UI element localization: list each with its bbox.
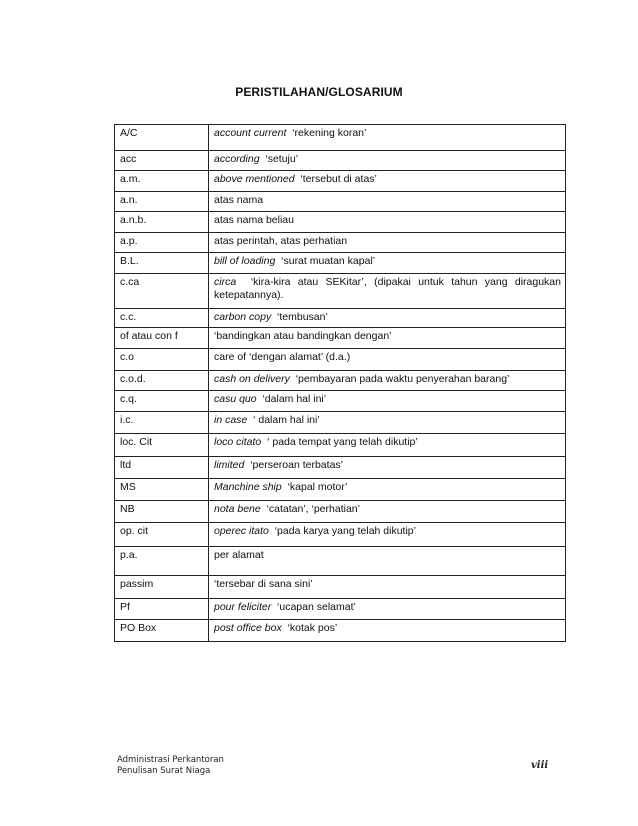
glossary-definition bbox=[209, 599, 566, 620]
page-title: PERISTILAHAN/GLOSARIUM bbox=[235, 85, 403, 99]
glossary-term-foreign: post office box bbox=[214, 622, 282, 634]
glossary-row bbox=[115, 523, 566, 547]
glossary-definition bbox=[209, 309, 566, 328]
glossary-abbreviation: of atau con f bbox=[115, 328, 209, 349]
glossary-abbreviation: a.n. bbox=[115, 192, 209, 212]
glossary-term-foreign: casu quo bbox=[214, 393, 257, 405]
glossary-definition bbox=[209, 620, 566, 642]
glossary-term-foreign: Manchine ship bbox=[214, 481, 282, 493]
glossary-abbreviation: a.m. bbox=[115, 171, 209, 192]
glossary-abbreviation: acc bbox=[115, 151, 209, 171]
glossary-abbreviation: p.a. bbox=[115, 547, 209, 576]
glossary-term-foreign: limited bbox=[214, 459, 245, 471]
glossary-definition bbox=[209, 151, 566, 171]
glossary-row bbox=[115, 253, 566, 274]
glossary-meaning: ‘kira-kira atau SEKitar’, (dipakai untuk tahun yang diragukan ketepatannya). bbox=[214, 276, 561, 301]
glossary-table bbox=[114, 124, 566, 642]
glossary-term-foreign: above mentioned bbox=[214, 173, 295, 185]
glossary-row bbox=[115, 171, 566, 192]
footer-line-1: Administrasi Perkantoran bbox=[117, 755, 224, 765]
glossary-term-foreign: operec itato bbox=[214, 525, 269, 537]
glossary-row bbox=[115, 349, 566, 371]
glossary-abbreviation: loc. Cit bbox=[115, 434, 209, 457]
glossary-definition bbox=[209, 171, 566, 192]
glossary-meaning: ‘ pada tempat yang telah dikutip’ bbox=[267, 436, 418, 448]
glossary-meaning: ‘rekening koran’ bbox=[292, 127, 367, 139]
glossary-abbreviation: ltd bbox=[115, 457, 209, 479]
glossary-abbreviation: a.n.b. bbox=[115, 212, 209, 233]
glossary-definition bbox=[209, 253, 566, 274]
glossary-abbreviation: B.L. bbox=[115, 253, 209, 274]
glossary-row bbox=[115, 599, 566, 620]
glossary-row bbox=[115, 501, 566, 523]
glossary-abbreviation: c.o bbox=[115, 349, 209, 371]
glossary-row bbox=[115, 309, 566, 328]
glossary-body bbox=[115, 125, 566, 642]
glossary-meaning: ‘tembusan’ bbox=[277, 311, 328, 323]
glossary-abbreviation: Pf bbox=[115, 599, 209, 620]
glossary-abbreviation: a.p. bbox=[115, 233, 209, 253]
glossary-definition bbox=[209, 349, 566, 371]
glossary-meaning: ‘bandingkan atau bandingkan dengan’ bbox=[214, 330, 392, 342]
glossary-meaning: ‘surat muatan kapal’ bbox=[281, 255, 376, 267]
glossary-definition bbox=[209, 371, 566, 391]
glossary-abbreviation: A/C bbox=[115, 125, 209, 151]
glossary-definition bbox=[209, 501, 566, 523]
glossary-abbreviation: c.ca bbox=[115, 274, 209, 309]
glossary-row bbox=[115, 151, 566, 171]
glossary-abbreviation: c.o.d. bbox=[115, 371, 209, 391]
footer-source bbox=[117, 755, 224, 777]
glossary-term-foreign: pour feliciter bbox=[214, 601, 272, 613]
glossary-row bbox=[115, 620, 566, 642]
glossary-definition bbox=[209, 523, 566, 547]
glossary-meaning: ‘kapal motor’ bbox=[287, 481, 348, 493]
glossary-definition bbox=[209, 479, 566, 501]
glossary-meaning: ‘pembayaran pada waktu penyerahan barang’ bbox=[295, 373, 510, 385]
glossary-definition bbox=[209, 328, 566, 349]
glossary-row bbox=[115, 371, 566, 391]
glossary-meaning: ‘tersebut di atas’ bbox=[300, 173, 377, 185]
glossary-term-foreign: nota bene bbox=[214, 503, 261, 515]
glossary-row bbox=[115, 412, 566, 434]
glossary-row bbox=[115, 434, 566, 457]
glossary-term-foreign: bill of loading bbox=[214, 255, 276, 267]
glossary-abbreviation: c.q. bbox=[115, 391, 209, 412]
glossary-row bbox=[115, 192, 566, 212]
glossary-row bbox=[115, 479, 566, 501]
glossary-term-foreign: in case bbox=[214, 414, 248, 426]
glossary-row bbox=[115, 576, 566, 599]
glossary-definition bbox=[209, 457, 566, 479]
glossary-definition bbox=[209, 391, 566, 412]
glossary-row bbox=[115, 328, 566, 349]
glossary-row bbox=[115, 391, 566, 412]
glossary-term-foreign: loco citato bbox=[214, 436, 262, 448]
glossary-term-foreign: circa bbox=[214, 276, 237, 288]
footer-line-2: Penulisan Surat Niaga bbox=[117, 766, 211, 776]
glossary-meaning: ‘ucapan selamat’ bbox=[277, 601, 356, 613]
glossary-definition bbox=[209, 125, 566, 151]
glossary-row bbox=[115, 125, 566, 151]
glossary-abbreviation: PO Box bbox=[115, 620, 209, 642]
glossary-term-foreign: cash on delivery bbox=[214, 373, 290, 385]
glossary-row bbox=[115, 457, 566, 479]
glossary-meaning: ‘dalam hal ini’ bbox=[262, 393, 327, 405]
glossary-term-foreign: according bbox=[214, 153, 260, 165]
glossary-definition bbox=[209, 233, 566, 253]
glossary-meaning: ‘kotak pos’ bbox=[287, 622, 338, 634]
glossary-meaning: atas perintah, atas perhatian bbox=[214, 235, 348, 247]
glossary-meaning: ‘setuju’ bbox=[265, 153, 299, 165]
glossary-abbreviation: op. cit bbox=[115, 523, 209, 547]
glossary-definition bbox=[209, 576, 566, 599]
glossary-meaning: atas nama bbox=[214, 194, 264, 206]
glossary-abbreviation: passim bbox=[115, 576, 209, 599]
glossary-term-foreign: carbon copy bbox=[214, 311, 272, 323]
glossary-row bbox=[115, 547, 566, 576]
glossary-meaning: atas nama beliau bbox=[214, 214, 294, 226]
glossary-row bbox=[115, 233, 566, 253]
glossary-meaning: ‘tersebar di sana sini’ bbox=[214, 578, 313, 590]
page-number: viii bbox=[531, 760, 549, 771]
glossary-abbreviation: MS bbox=[115, 479, 209, 501]
glossary-term-foreign: account current bbox=[214, 127, 287, 139]
glossary-definition bbox=[209, 412, 566, 434]
glossary-meaning: care of ‘dengan alamat’ (d.a.) bbox=[214, 351, 351, 363]
glossary-abbreviation: c.c. bbox=[115, 309, 209, 328]
glossary-definition bbox=[209, 192, 566, 212]
glossary-definition bbox=[209, 212, 566, 233]
glossary-meaning: ‘ dalam hal ini’ bbox=[253, 414, 320, 426]
glossary-row bbox=[115, 212, 566, 233]
glossary-definition bbox=[209, 274, 566, 309]
glossary-definition bbox=[209, 434, 566, 457]
glossary-abbreviation: NB bbox=[115, 501, 209, 523]
glossary-meaning: ‘pada karya yang telah dikutip’ bbox=[274, 525, 416, 537]
glossary-meaning: per alamat bbox=[214, 549, 264, 561]
glossary-meaning: ‘catatan’, ‘perhatian’ bbox=[266, 503, 360, 515]
glossary-abbreviation: i.c. bbox=[115, 412, 209, 434]
glossary-definition bbox=[209, 547, 566, 576]
glossary-meaning: ‘perseroan terbatas’ bbox=[250, 459, 343, 471]
glossary-row bbox=[115, 274, 566, 309]
